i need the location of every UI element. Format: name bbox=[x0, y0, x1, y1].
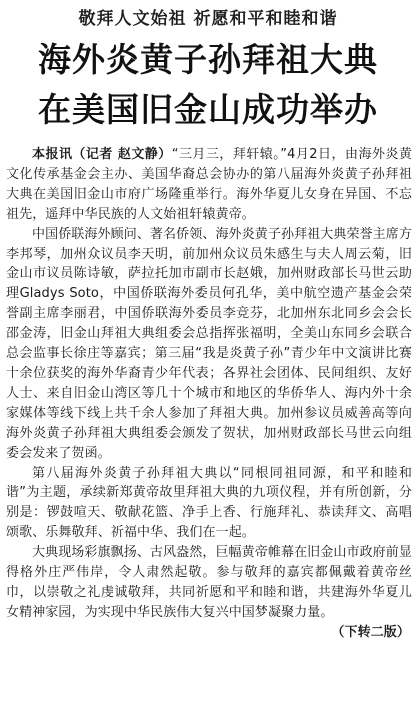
paragraph-1 bbox=[6, 145, 412, 225]
headline-line-1: 海外炎黄子孙拜祖大典 bbox=[38, 40, 378, 79]
continued-note: （下转二版） bbox=[331, 624, 410, 640]
paragraph-4 bbox=[6, 543, 412, 640]
article-body bbox=[6, 145, 412, 643]
article-kicker: 敬拜人文始祖 祈愿和平和睦和谐 bbox=[78, 9, 338, 29]
byline: 本报讯（记者 赵文静） bbox=[32, 147, 172, 162]
paragraph-2: 中国侨联海外顾问、著名侨领、海外炎黄子孙拜祖大典荣誉主席方李邦琴，加州众议员李天明，前加州众议员朱感生与夫人周云菊，旧金山市议员陈诗敏，萨拉托加市副市长赵娥，加州财政部长马世云助理Gladys Soto，中国侨联海外委员何孔华，美中航空遗产基金会荣誉副主席李丽君，中国侨联海外委员李竞芬，北加州东北同乡会会长邵金涛，旧金山拜祖大典组委会总指挥张福明，全美山东同乡会联合总会监事长徐庄等嘉宾；第三届“我是炎黄子孙”青少年中文演讲比赛十余位获奖的海外华裔青少年代表；各界社会团体、民间组织、友好人士、来自旧金山湾区等几十个城市和地区的华侨华人、海内外十余家媒体等线下线上共千余人参加了拜祖大典。加州参议员威善高等向海外炎黄子孙拜祖大典组委会颁发了贺状，加州财政部长马世云向组委会发来了贺函。 bbox=[6, 226, 412, 461]
headline-line-2: 在美国旧金山成功举办 bbox=[38, 90, 378, 129]
paragraph-3: 第八届海外炎黄子孙拜祖大典以“同根同祖同源，和平和睦和谐”为主题，承续新郑黄帝故里拜祖大典的九项仪程，并有所创新，分别是：锣鼓喧天、敬献花篮、净手上香、行施拜礼、恭读拜文、高唱颂歌、乐舞敬拜、祈福中华、我们在一起。 bbox=[6, 465, 412, 541]
paragraph-4-text: 大典现场彩旗飘扬、古风盎然，巨幅黄帝帷幕在旧金山市政府前显得格外庄严伟岸，令人肃然起敬。参与敬拜的嘉宾都佩戴着黄帝丝巾，以崇敬之礼虔诚敬拜，共同祈愿和平和睦和谐，共建海外华夏儿女精神家园，为实现中华民族伟大复兴中国梦凝聚力量。 bbox=[6, 545, 412, 620]
paragraph-1-text: “三月三，拜轩辕。”4月2日，由海外炎黄文化传承基金会主办、美国华裔总会协办的第八届海外炎黄子孙拜祖大典在美国旧金山市府广场隆重举行。海外华夏儿女身在异国、不忘祖先，遥拜中华民族的人文始祖轩辕黄帝。 bbox=[6, 147, 412, 222]
